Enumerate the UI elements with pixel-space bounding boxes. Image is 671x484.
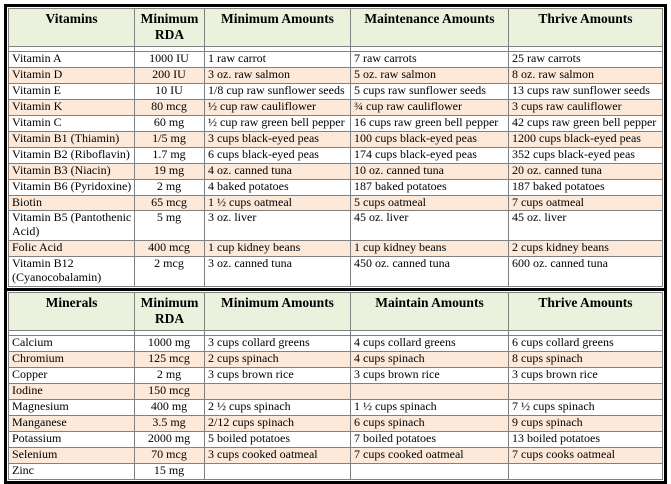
minerals-table-head	[9, 292, 663, 335]
minimum-rda-cell: 3.5 mg	[135, 415, 205, 431]
table-row	[9, 147, 663, 163]
maintenance-amount-cell: 7 cups cooked oatmeal	[351, 447, 509, 463]
thrive-amounts-column-header: Thrive Amounts	[509, 292, 663, 330]
thrive-amount-cell: 600 oz. canned tuna	[509, 257, 663, 287]
minimum-rda-cell: 80 mcg	[135, 100, 205, 116]
minimum-rda-cell: 1000 IU	[135, 52, 205, 68]
nutrition-reference-sheet	[4, 4, 667, 484]
thrive-amount-cell: 187 baked potatoes	[509, 179, 663, 195]
table-row	[9, 52, 663, 68]
thrive-amount-cell	[509, 463, 663, 479]
minimum-amount-cell: 1/8 cup raw sunflower seeds	[205, 84, 351, 100]
minimum-amount-cell: 1 cup kidney beans	[205, 241, 351, 257]
thrive-amount-cell: 352 cups black-eyed peas	[509, 147, 663, 163]
minimum-rda-cell: 2000 mg	[135, 431, 205, 447]
minimum-amounts-column-header: Minimum Amounts	[205, 9, 351, 47]
maintenance-amount-cell: 1 cup kidney beans	[351, 241, 509, 257]
nutrient-name-cell: Manganese	[9, 415, 135, 431]
minimum-amount-cell: 3 oz. canned tuna	[205, 257, 351, 287]
table-row	[9, 368, 663, 384]
maintenance-amount-cell: 7 raw carrots	[351, 52, 509, 68]
table-row	[9, 100, 663, 116]
maintenance-amount-cell: 10 oz. canned tuna	[351, 163, 509, 179]
maintenance-amount-cell: 7 boiled potatoes	[351, 431, 509, 447]
table-row	[9, 399, 663, 415]
minimum-rda-cell: 400 mg	[135, 399, 205, 415]
maintenance-amount-cell	[351, 463, 509, 479]
maintenance-amount-cell: 6 cups spinach	[351, 415, 509, 431]
maintenance-amount-cell: 3 cups brown rice	[351, 368, 509, 384]
table-row	[9, 179, 663, 195]
minimum-rda-cell: 19 mg	[135, 163, 205, 179]
table-row	[9, 384, 663, 400]
maintenance-amount-cell: 4 cups collard greens	[351, 336, 509, 352]
thrive-amount-cell: 13 boiled potatoes	[509, 431, 663, 447]
minimum-amount-cell: 2 cups spinach	[205, 352, 351, 368]
nutrient-name-cell: Folic Acid	[9, 241, 135, 257]
minimum-amount-cell: 2/12 cups spinach	[205, 415, 351, 431]
minimum-rda-cell: 60 mg	[135, 116, 205, 132]
thrive-amount-cell: 7 ½ cups spinach	[509, 399, 663, 415]
table-row	[9, 241, 663, 257]
vitamins-table-body	[9, 52, 663, 287]
thrive-amount-cell: 9 cups spinach	[509, 415, 663, 431]
table-divider	[7, 288, 664, 291]
minimum-amount-cell: 1 raw carrot	[205, 52, 351, 68]
maintenance-amount-cell: 4 cups spinach	[351, 352, 509, 368]
table-row	[9, 116, 663, 132]
table-row	[9, 431, 663, 447]
nutrient-name-cell: Vitamin B12 (Cyanocobalamin)	[9, 257, 135, 287]
minimum-amount-cell: 3 oz. raw salmon	[205, 68, 351, 84]
minimum-rda-cell: 2 mcg	[135, 257, 205, 287]
thrive-amount-cell: 3 cups raw cauliflower	[509, 100, 663, 116]
maintenance-amount-cell	[351, 384, 509, 400]
maintenance-amount-cell: 174 cups black-eyed peas	[351, 147, 509, 163]
minimum-amount-cell: 3 cups collard greens	[205, 336, 351, 352]
minimum-rda-cell: 400 mcg	[135, 241, 205, 257]
nutrient-name-cell: Copper	[9, 368, 135, 384]
minimum-rda-cell: 2 mg	[135, 179, 205, 195]
thrive-amount-cell	[509, 384, 663, 400]
minerals-table-body	[9, 336, 663, 479]
thrive-amount-cell: 3 cups brown rice	[509, 368, 663, 384]
table-row	[9, 257, 663, 287]
vitamins-table-head	[9, 9, 663, 52]
minimum-amount-cell: 5 boiled potatoes	[205, 431, 351, 447]
nutrient-name-cell: Vitamin B6 (Pyridoxine)	[9, 179, 135, 195]
nutrient-name-cell: Vitamin E	[9, 84, 135, 100]
minerals-column-header: Minerals	[9, 292, 135, 330]
minimum-amounts-column-header: Minimum Amounts	[205, 292, 351, 330]
vitamins-header-row	[9, 9, 663, 47]
nutrient-name-cell: Vitamin B3 (Niacin)	[9, 163, 135, 179]
table-row	[9, 163, 663, 179]
minimum-amount-cell	[205, 463, 351, 479]
nutrient-name-cell: Selenium	[9, 447, 135, 463]
minimum-rda-cell: 65 mcg	[135, 195, 205, 211]
maintenance-amount-cell: 450 oz. canned tuna	[351, 257, 509, 287]
thrive-amount-cell: 20 oz. canned tuna	[509, 163, 663, 179]
minimum-amount-cell: 3 cups black-eyed peas	[205, 131, 351, 147]
nutrient-name-cell: Zinc	[9, 463, 135, 479]
table-row	[9, 195, 663, 211]
minimum-rda-column-header: Minimum RDA	[135, 9, 205, 47]
maintenance-amount-cell: 45 oz. liver	[351, 211, 509, 241]
table-row	[9, 415, 663, 431]
minimum-amount-cell: 4 oz. canned tuna	[205, 163, 351, 179]
nutrient-name-cell: Vitamin A	[9, 52, 135, 68]
nutrient-name-cell: Vitamin C	[9, 116, 135, 132]
minimum-amount-cell: 3 cups brown rice	[205, 368, 351, 384]
nutrient-name-cell: Magnesium	[9, 399, 135, 415]
thrive-amount-cell: 7 cups oatmeal	[509, 195, 663, 211]
minimum-rda-cell: 5 mg	[135, 211, 205, 241]
table-row	[9, 211, 663, 241]
minimum-rda-cell: 15 mg	[135, 463, 205, 479]
minimum-amount-cell	[205, 384, 351, 400]
minimum-amount-cell: 1 ½ cups oatmeal	[205, 195, 351, 211]
maintenance-amount-cell: 187 baked potatoes	[351, 179, 509, 195]
nutrient-name-cell: Vitamin B2 (Riboflavin)	[9, 147, 135, 163]
table-row	[9, 131, 663, 147]
nutrient-name-cell: Biotin	[9, 195, 135, 211]
maintenance-amount-cell: 5 cups oatmeal	[351, 195, 509, 211]
nutrient-name-cell: Vitamin B5 (Pantothenic Acid)	[9, 211, 135, 241]
table-row	[9, 68, 663, 84]
nutrient-name-cell: Vitamin K	[9, 100, 135, 116]
maintenance-amount-cell: ¾ cup raw cauliflower	[351, 100, 509, 116]
minimum-rda-cell: 2 mg	[135, 368, 205, 384]
maintenance-amounts-column-header: Maintenance Amounts	[351, 9, 509, 47]
table-row	[9, 336, 663, 352]
minimum-amount-cell: 6 cups black-eyed peas	[205, 147, 351, 163]
thrive-amount-cell: 1200 cups black-eyed peas	[509, 131, 663, 147]
thrive-amounts-column-header: Thrive Amounts	[509, 9, 663, 47]
minimum-amount-cell: 2 ½ cups spinach	[205, 399, 351, 415]
thrive-amount-cell: 42 cups raw green bell pepper	[509, 116, 663, 132]
nutrient-name-cell: Potassium	[9, 431, 135, 447]
thrive-amount-cell: 7 cups cooks oatmeal	[509, 447, 663, 463]
maintenance-amount-cell: 5 oz. raw salmon	[351, 68, 509, 84]
minimum-rda-cell: 10 IU	[135, 84, 205, 100]
minimum-rda-cell: 70 mcg	[135, 447, 205, 463]
minimum-rda-cell: 200 IU	[135, 68, 205, 84]
minimum-rda-cell: 125 mcg	[135, 352, 205, 368]
table-row	[9, 447, 663, 463]
maintenance-amount-cell: 5 cups raw sunflower seeds	[351, 84, 509, 100]
minerals-header-row	[9, 292, 663, 330]
thrive-amount-cell: 45 oz. liver	[509, 211, 663, 241]
vitamins-column-header: Vitamins	[9, 9, 135, 47]
table-row	[9, 352, 663, 368]
thrive-amount-cell: 13 cups raw sunflower seeds	[509, 84, 663, 100]
maintenance-amount-cell: 1 ½ cups spinach	[351, 399, 509, 415]
minimum-rda-cell: 1/5 mg	[135, 131, 205, 147]
vitamins-table	[8, 8, 663, 287]
nutrient-name-cell: Vitamin D	[9, 68, 135, 84]
thrive-amount-cell: 8 cups spinach	[509, 352, 663, 368]
nutrient-name-cell: Vitamin B1 (Thiamin)	[9, 131, 135, 147]
thrive-amount-cell: 6 cups collard greens	[509, 336, 663, 352]
table-row	[9, 463, 663, 479]
minerals-table	[8, 292, 663, 480]
minimum-rda-cell: 1.7 mg	[135, 147, 205, 163]
minimum-rda-cell: 1000 mg	[135, 336, 205, 352]
table-row	[9, 84, 663, 100]
minimum-amount-cell: ½ cup raw cauliflower	[205, 100, 351, 116]
nutrient-name-cell: Iodine	[9, 384, 135, 400]
maintenance-amount-cell: 100 cups black-eyed peas	[351, 131, 509, 147]
minimum-rda-cell: 150 mcg	[135, 384, 205, 400]
nutrient-name-cell: Calcium	[9, 336, 135, 352]
thrive-amount-cell: 8 oz. raw salmon	[509, 68, 663, 84]
thrive-amount-cell: 2 cups kidney beans	[509, 241, 663, 257]
maintain-amounts-column-header: Maintain Amounts	[351, 292, 509, 330]
minimum-amount-cell: 3 oz. liver	[205, 211, 351, 241]
minimum-amount-cell: ½ cup raw green bell pepper	[205, 116, 351, 132]
maintenance-amount-cell: 16 cups raw green bell pepper	[351, 116, 509, 132]
thrive-amount-cell: 25 raw carrots	[509, 52, 663, 68]
minimum-rda-column-header: Minimum RDA	[135, 292, 205, 330]
minimum-amount-cell: 4 baked potatoes	[205, 179, 351, 195]
nutrient-name-cell: Chromium	[9, 352, 135, 368]
minimum-amount-cell: 3 cups cooked oatmeal	[205, 447, 351, 463]
